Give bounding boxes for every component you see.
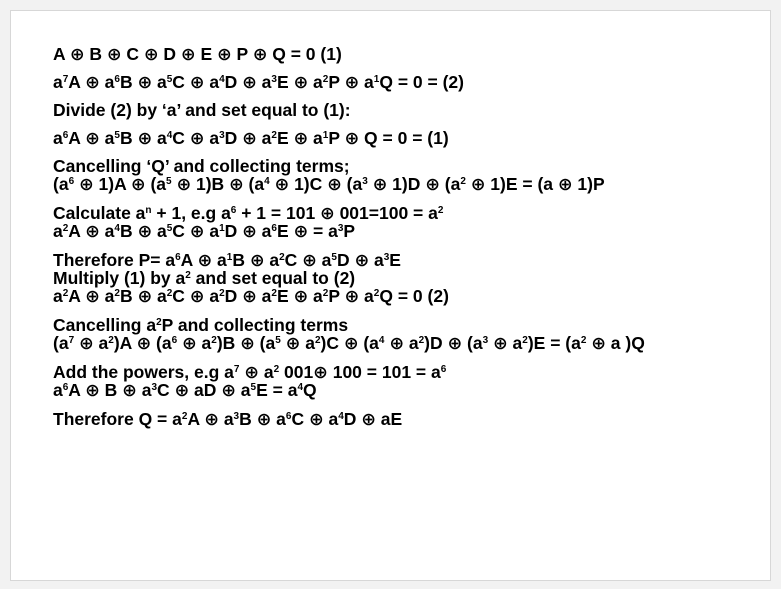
exponent: 2 [273, 364, 280, 375]
equation-text-segment: Cancelling ‘Q’ and collecting terms; [53, 156, 350, 176]
equation-text-segment: C ⊕ a [284, 250, 332, 270]
equation-text-segment: Therefore Q = a [53, 409, 182, 429]
equation-text-segment: B ⊕ a [119, 286, 167, 306]
equation-text-segment: ⊕ 1)C ⊕ (a [269, 174, 363, 194]
equation-line [53, 204, 768, 222]
equation-block-8 [53, 316, 768, 352]
exponent: 2 [271, 288, 277, 299]
equation-text-segment: E ⊕ a [276, 286, 323, 306]
exponent: 3 [233, 411, 240, 422]
equation-line [53, 175, 768, 193]
exponent: 6 [440, 364, 447, 375]
exponent: 2 [522, 335, 528, 346]
equation-text-segment: D ⊕ aE [343, 409, 403, 429]
equation-line [53, 334, 768, 352]
exponent: 5 [166, 74, 173, 85]
equation-text-segment: A ⊕ a [180, 250, 227, 270]
equation-text-segment: + 1 = 101 ⊕ 001=100 = a [236, 203, 438, 223]
equation-text-segment: P ⊕ a [328, 286, 374, 306]
exponent: 2 [271, 130, 277, 141]
equation-text-segment: B ⊕ a [232, 250, 280, 270]
exponent: 6 [271, 223, 277, 234]
equation-text-segment: P and collecting terms [161, 315, 349, 335]
equation-block-3 [53, 101, 768, 119]
equation-line [53, 73, 768, 91]
equation-text-segment: a [53, 286, 63, 306]
equation-text-segment: )E = (a [527, 333, 581, 353]
equation-block-1 [53, 45, 768, 63]
equation-block-7 [53, 251, 768, 305]
equation-text-segment: ⊕ 1)E = (a ⊕ 1)P [465, 174, 605, 194]
equation-text-segment: D ⊕ a [336, 250, 384, 270]
exponent: 2 [314, 335, 321, 346]
document-card [10, 10, 771, 581]
equation-text-segment: E ⊕ a [276, 128, 323, 148]
exponent: 2 [166, 288, 173, 299]
equation-text-segment: P [343, 221, 356, 241]
exponent: 5 [166, 223, 173, 234]
equation-text-segment: B ⊕ a [119, 72, 167, 92]
exponent: 2 [580, 335, 587, 346]
exponent: 4 [378, 335, 385, 346]
exponent: 6 [171, 335, 178, 346]
equation-block-5 [53, 157, 768, 193]
exponent: 2 [460, 176, 466, 187]
equation-text-segment: C ⊕ a [172, 128, 220, 148]
exponent: 3 [482, 335, 489, 346]
exponent: 1 [373, 74, 380, 85]
equation-text-segment: D ⊕ a [224, 72, 272, 92]
equation-line [53, 222, 768, 240]
exponent: 2 [185, 270, 191, 281]
equation-text-segment: C ⊕ a [172, 72, 220, 92]
equation-text-segment: Q = 0 (2) [379, 286, 449, 306]
equation-text-segment: A ⊕ a [68, 128, 115, 148]
exponent: 2 [437, 205, 444, 216]
exponent: 3 [362, 176, 368, 187]
exponent: n [145, 205, 152, 216]
exponent: 1 [219, 223, 225, 234]
equation-block-4 [53, 129, 768, 147]
exponent: 2 [211, 335, 217, 346]
exponent: 2 [418, 335, 425, 346]
exponent: 3 [337, 223, 344, 234]
exponent: 4 [114, 223, 120, 234]
equation-text-segment: )B ⊕ (a [216, 333, 276, 353]
equation-text-segment: E ⊕ a [276, 72, 323, 92]
exponent: 2 [219, 288, 225, 299]
equation-text-segment: Add the powers, e.g a [53, 362, 234, 382]
equation-text-segment: D ⊕ a [224, 128, 272, 148]
exponent: 5 [250, 382, 257, 393]
equation-text-segment: B ⊕ a [119, 128, 167, 148]
exponent: 2 [114, 288, 120, 299]
equation-text-segment: )D ⊕ (a [424, 333, 483, 353]
exponent: 2 [181, 411, 188, 422]
equation-text-segment: and set equal to (2) [190, 268, 356, 288]
exponent: 4 [297, 382, 303, 393]
equation-text-segment: ⊕ a [384, 333, 419, 353]
equation-text-segment: 001⊕ 100 = 101 = a [279, 362, 441, 382]
equation-text-segment: E = a [256, 380, 298, 400]
equation-text-segment: Q [303, 380, 317, 400]
exponent: 4 [338, 411, 344, 422]
exponent: 2 [322, 74, 329, 85]
equation-text-segment: B ⊕ a [239, 409, 286, 429]
equation-text-segment: E ⊕ = a [276, 221, 338, 241]
equation-line [53, 363, 768, 381]
equation-text-segment: A ⊕ B ⊕ C ⊕ D ⊕ E ⊕ P ⊕ Q = 0 (1) [53, 44, 342, 64]
exponent: 2 [322, 288, 329, 299]
equation-text-segment: )A ⊕ (a [113, 333, 172, 353]
exponent: 3 [151, 382, 157, 393]
exponent: 1 [226, 252, 233, 263]
equation-line [53, 45, 768, 63]
equation-line [53, 381, 768, 399]
equation-text-segment: (a [53, 333, 69, 353]
equation-text-segment: D ⊕ a [224, 286, 272, 306]
equation-text-segment: ⊕ a [239, 362, 274, 382]
exponent: 3 [271, 74, 277, 85]
equation-text-segment: Cancelling a [53, 315, 157, 335]
equation-text-segment: A ⊕ a [187, 409, 234, 429]
equation-line [53, 129, 768, 147]
exponent: 5 [275, 335, 281, 346]
exponent: 4 [166, 130, 173, 141]
equation-text-segment: ⊕ a [177, 333, 212, 353]
equation-block-10 [53, 410, 768, 428]
equation-text-segment: Q = 0 = (2) [379, 72, 464, 92]
equation-text-segment: a [53, 380, 63, 400]
equation-text-segment: A ⊕ a [68, 286, 115, 306]
exponent: 7 [62, 74, 69, 85]
exponent: 2 [279, 252, 285, 263]
exponent: 3 [383, 252, 390, 263]
equation-text-segment: P ⊕ a [328, 72, 374, 92]
exponent: 2 [156, 317, 162, 328]
equation-text-segment: ⊕ a [488, 333, 523, 353]
exponent: 6 [230, 205, 237, 216]
exponent: 2 [373, 288, 380, 299]
exponent: 6 [62, 130, 69, 141]
equation-text-segment: A ⊕ a [68, 221, 115, 241]
equation-text-segment: )C ⊕ (a [320, 333, 379, 353]
equation-text-segment: + 1, e.g a [151, 203, 231, 223]
exponent: 5 [114, 130, 120, 141]
equation-text-segment: (a [53, 174, 69, 194]
equation-line [53, 101, 768, 119]
equation-text [53, 45, 768, 439]
exponent: 3 [219, 130, 225, 141]
equation-text-segment: C ⊕ a [291, 409, 339, 429]
equation-text-segment: ⊕ 1)D ⊕ (a [367, 174, 461, 194]
equation-text-segment: a [53, 72, 63, 92]
equation-text-segment: A ⊕ a [68, 72, 115, 92]
exponent: 2 [108, 335, 114, 346]
exponent: 6 [285, 411, 292, 422]
equation-text-segment: C ⊕ a [172, 286, 220, 306]
exponent: 2 [62, 223, 69, 234]
exponent: 6 [68, 176, 75, 187]
equation-text-segment: ⊕ a [74, 333, 109, 353]
equation-text-segment: ⊕ 1)B ⊕ (a [171, 174, 265, 194]
exponent: 6 [175, 252, 181, 263]
equation-text-segment: ⊕ a )Q [586, 333, 645, 353]
exponent: 7 [233, 364, 240, 375]
equation-text-segment: C ⊕ aD ⊕ a [157, 380, 251, 400]
exponent: 5 [331, 252, 337, 263]
equation-line [53, 157, 768, 175]
equation-text-segment: a [53, 128, 63, 148]
equation-text-segment: Multiply (1) by a [53, 268, 186, 288]
equation-line [53, 287, 768, 305]
equation-text-segment: ⊕ 1)A ⊕ (a [74, 174, 167, 194]
equation-block-6 [53, 204, 768, 240]
equation-text-segment: a [53, 221, 63, 241]
equation-text-segment: ⊕ a [280, 333, 315, 353]
equation-text-segment: A ⊕ B ⊕ a [68, 380, 152, 400]
equation-text-segment: E [389, 250, 401, 270]
exponent: 6 [114, 74, 120, 85]
equation-line [53, 410, 768, 428]
equation-line [53, 251, 768, 269]
equation-block-9 [53, 363, 768, 399]
equation-text-segment: Therefore P= a [53, 250, 176, 270]
equation-text-segment: D ⊕ a [224, 221, 272, 241]
exponent: 1 [322, 130, 329, 141]
equation-text-segment: B ⊕ a [119, 221, 167, 241]
equation-line [53, 316, 768, 334]
equation-text-segment: Divide (2) by ‘a’ and set equal to (1): [53, 100, 351, 120]
exponent: 4 [219, 74, 225, 85]
exponent: 4 [264, 176, 270, 187]
exponent: 2 [62, 288, 69, 299]
exponent: 6 [62, 382, 69, 393]
exponent: 5 [166, 176, 172, 187]
exponent: 7 [68, 335, 75, 346]
equation-text-segment: Calculate a [53, 203, 146, 223]
equation-line [53, 269, 768, 287]
equation-block-2 [53, 73, 768, 91]
equation-text-segment: C ⊕ a [172, 221, 220, 241]
equation-text-segment: P ⊕ Q = 0 = (1) [328, 128, 449, 148]
